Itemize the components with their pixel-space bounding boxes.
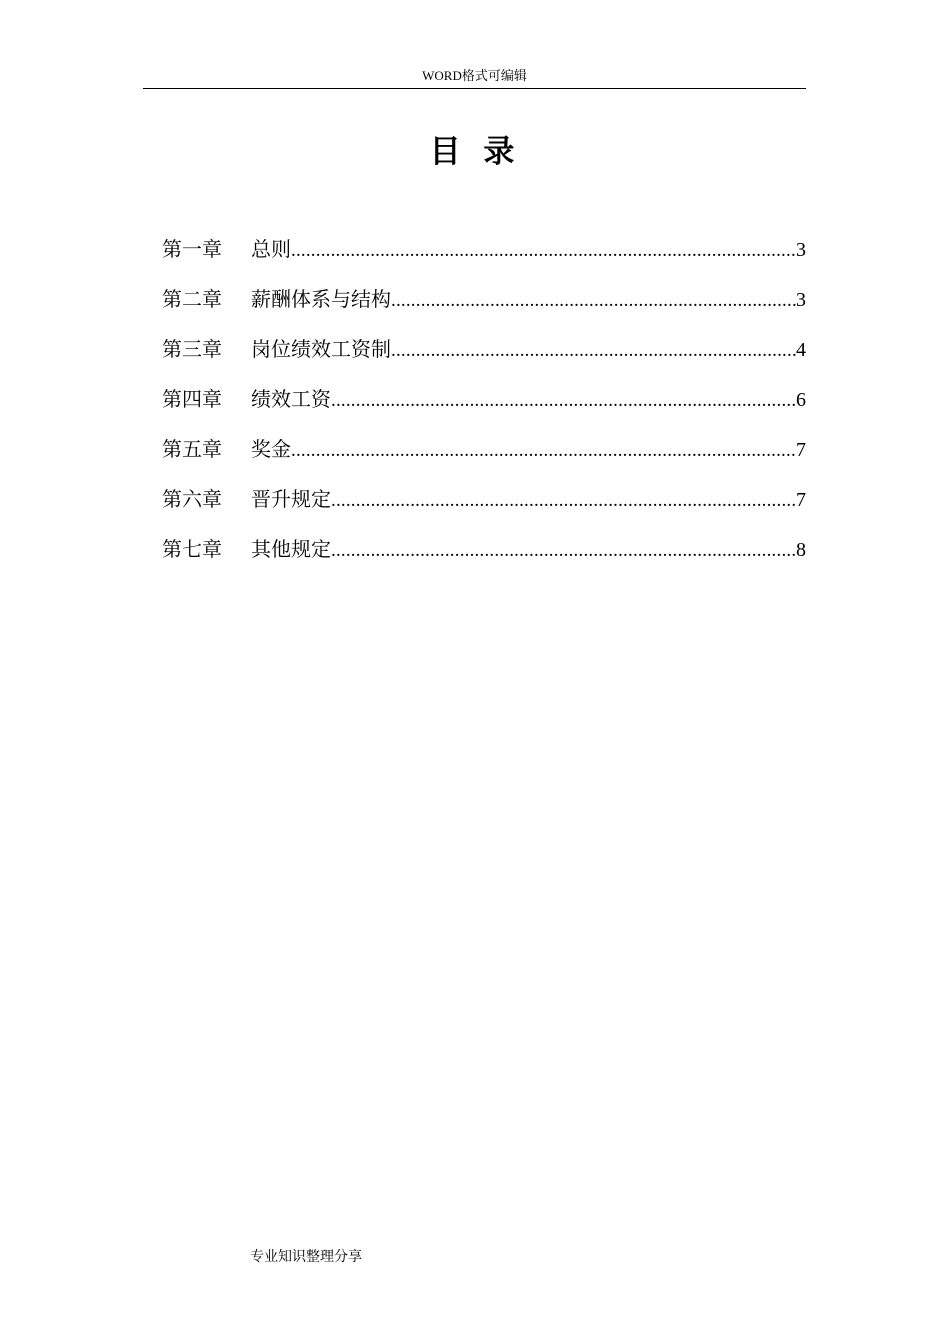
toc-chapter-number: 第二章 [162,287,222,311]
page-header [143,66,806,89]
toc-chapter-title: 绩效工资 [251,387,331,411]
toc-chapter-title: 薪酬体系与结构 [251,287,391,311]
toc-chapter-number: 第三章 [162,337,222,361]
toc-chapter-title: 晋升规定 [251,487,331,511]
toc-entry-chapter-4[interactable] [162,383,806,433]
toc-chapter-number: 第四章 [162,387,222,411]
toc-page-number: 3 [796,239,806,261]
toc-leader-dots [331,485,796,517]
toc-chapter-number: 第一章 [162,237,222,261]
toc-page-number: 4 [796,339,806,361]
toc-entry-chapter-7[interactable] [162,533,806,583]
toc-entry-chapter-2[interactable] [162,283,806,333]
toc-leader-dots [291,435,796,467]
toc-chapter-title: 总则 [251,237,291,261]
toc-leader-dots [331,385,796,417]
toc-entry-chapter-6[interactable] [162,483,806,533]
toc-leader-dots [331,535,796,567]
header-text: WORD格式可编辑 [422,68,527,83]
page-footer: 专业知识整理分享 [250,1249,362,1265]
toc-page-number: 3 [796,289,806,311]
toc-chapter-number: 第七章 [162,537,222,561]
toc-chapter-title: 其他规定 [251,537,331,561]
toc-page-number: 7 [796,439,806,461]
toc-entry-chapter-5[interactable] [162,433,806,483]
toc-leader-dots [291,235,796,267]
toc-title: 目 录 [429,134,521,170]
toc-chapter-number: 第六章 [162,487,222,511]
toc-page-number: 7 [796,489,806,511]
toc-chapter-title: 岗位绩效工资制 [251,337,391,361]
toc-chapter-number: 第五章 [162,437,222,461]
toc-leader-dots [391,285,796,317]
toc-entry-chapter-1[interactable] [162,233,806,283]
toc-leader-dots [391,335,796,367]
table-of-contents [162,233,806,583]
toc-chapter-title: 奖金 [251,437,291,461]
toc-entry-chapter-3[interactable] [162,333,806,383]
toc-page-number: 8 [796,539,806,561]
toc-page-number: 6 [796,389,806,411]
